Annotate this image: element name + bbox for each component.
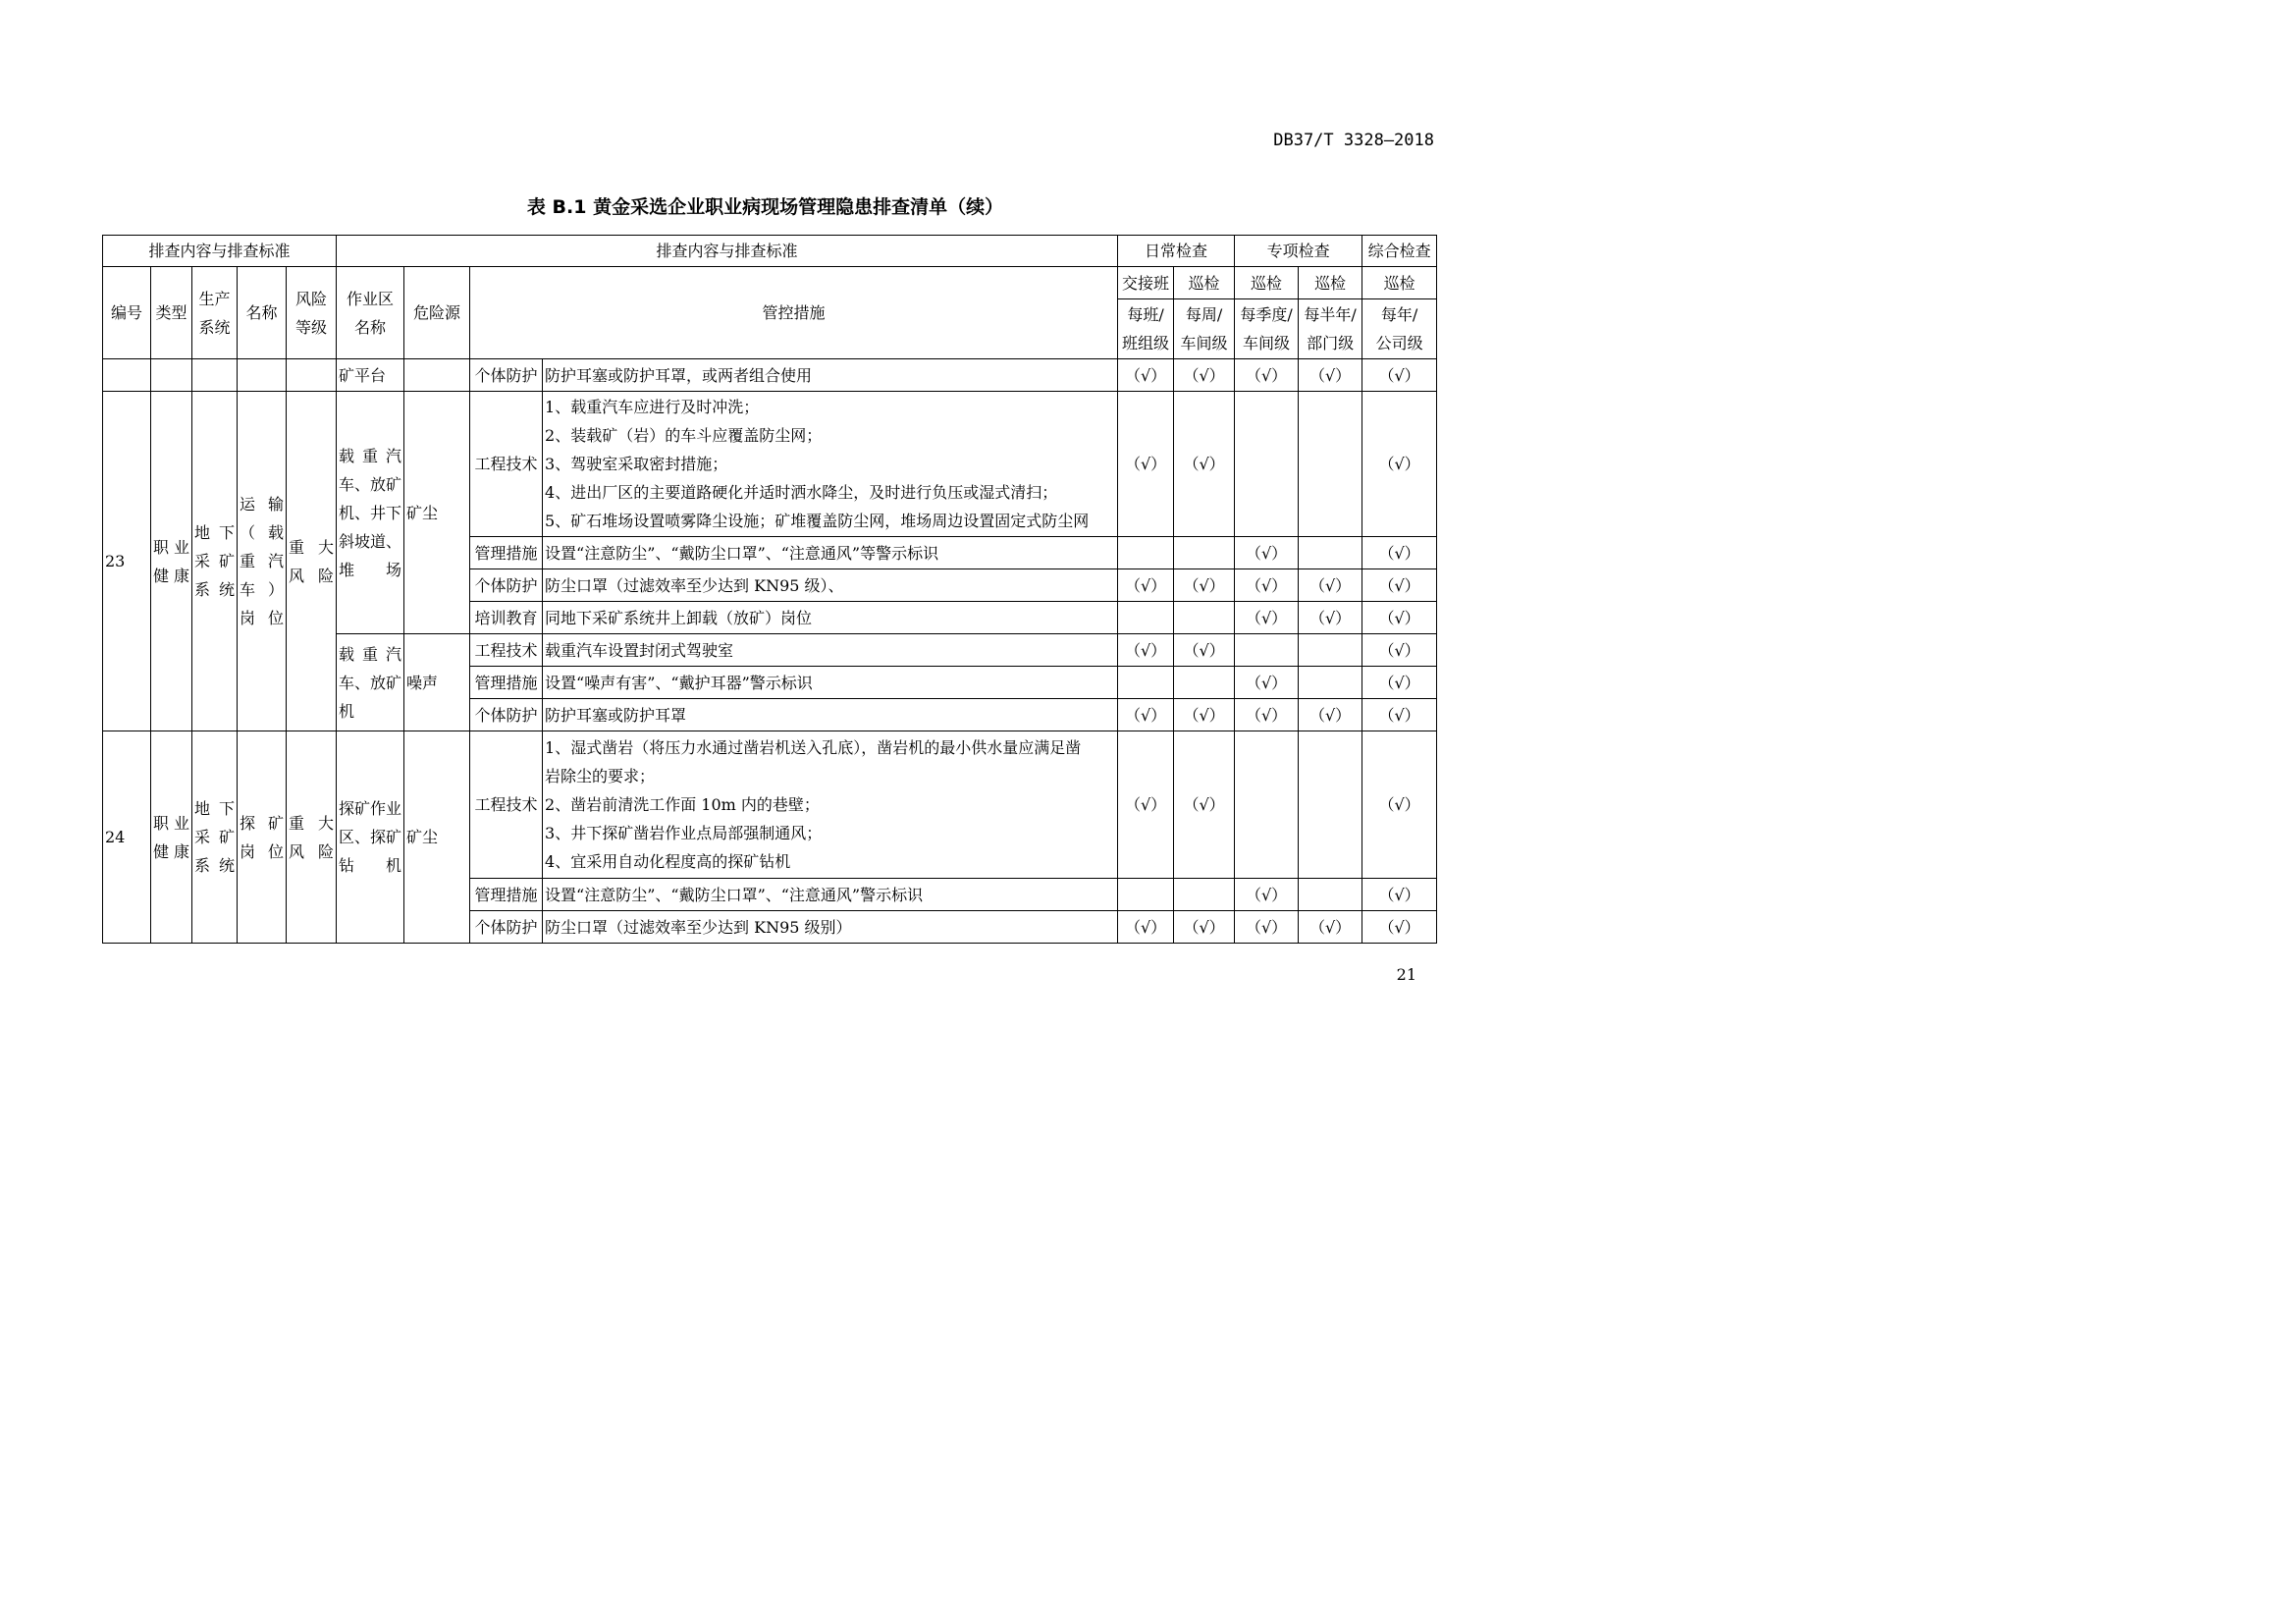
measure-text: 设置“注意防尘”、“戴防尘口罩”、“注意通风”警示标识	[543, 879, 1118, 911]
check-mark: （√）	[1174, 731, 1235, 879]
measure-text: 防护耳塞或防护耳罩，或两者组合使用	[543, 359, 1118, 392]
check-mark: （√）	[1235, 602, 1299, 634]
measure-category: 工程技术	[470, 731, 543, 879]
check-mark: （√）	[1299, 699, 1362, 731]
check-mark: （√）	[1118, 699, 1174, 731]
header-name: 名称	[238, 267, 287, 359]
measure-category: 培训教育	[470, 602, 543, 634]
header-sub-quarterly: 巡检	[1235, 267, 1299, 299]
header-sub-halfyear: 巡检	[1299, 267, 1362, 299]
freq-halfyear: 每半年/ 部门级	[1299, 299, 1362, 359]
check-mark: （√）	[1362, 911, 1437, 944]
item-number: 23	[103, 392, 151, 731]
item-name: 运输（载重汽车）岗位	[238, 392, 287, 731]
header-comprehensive-check: 综合检查	[1362, 236, 1437, 267]
check-mark: （√）	[1235, 537, 1299, 569]
header-sub-shift: 交接班	[1118, 267, 1174, 299]
check-mark: （√）	[1118, 731, 1174, 879]
check-mark: （√）	[1362, 602, 1437, 634]
item-type: 职业健康	[151, 392, 192, 731]
item-number: 24	[103, 731, 151, 944]
check-mark: （√）	[1299, 602, 1362, 634]
check-mark: （√）	[1362, 667, 1437, 699]
check-mark: （√）	[1362, 731, 1437, 879]
measure-category: 个体防护	[470, 699, 543, 731]
check-mark: （√）	[1174, 569, 1235, 602]
check-mark: （√）	[1174, 392, 1235, 537]
check-mark: （√）	[1362, 569, 1437, 602]
header-type: 类型	[151, 267, 192, 359]
measure-text: 防护耳塞或防护耳罩	[543, 699, 1118, 731]
check-mark: （√）	[1174, 911, 1235, 944]
hazard-source-cell: 矿尘	[404, 731, 470, 944]
measure-text: 载重汽车设置封闭式驾驶室	[543, 634, 1118, 667]
check-mark: （√）	[1118, 634, 1174, 667]
check-mark: （√）	[1118, 392, 1174, 537]
table-title: 表 B.1 黄金采选企业职业病现场管理隐患排查清单（续）	[526, 196, 1004, 218]
freq-weekly: 每周/ 车间级	[1174, 299, 1235, 359]
work-area-cell: 矿平台	[337, 359, 404, 392]
check-mark: （√）	[1174, 699, 1235, 731]
measure-text: 防尘口罩（过滤效率至少达到 KN95 级别）	[543, 911, 1118, 944]
header-work-area: 作业区 名称	[337, 267, 404, 359]
measure-category: 工程技术	[470, 634, 543, 667]
check-mark: （√）	[1118, 911, 1174, 944]
measure-category: 个体防护	[470, 359, 543, 392]
item-system: 地下采矿系统	[192, 392, 238, 731]
header-sub-yearly: 巡检	[1362, 267, 1437, 299]
check-mark: （√）	[1299, 569, 1362, 602]
check-mark: （√）	[1362, 699, 1437, 731]
measure-text: 设置“注意防尘”、“戴防尘口罩”、“注意通风”等警示标识	[543, 537, 1118, 569]
header-group-left: 排查内容与排查标准	[103, 236, 337, 267]
measure-category: 管理措施	[470, 667, 543, 699]
check-mark: （√）	[1118, 569, 1174, 602]
item-name: 探矿岗位	[238, 731, 287, 944]
header-sub-weekly: 巡检	[1174, 267, 1235, 299]
freq-quarterly: 每季度/ 车间级	[1235, 299, 1299, 359]
page-number: 21	[1396, 965, 1416, 984]
check-mark: （√）	[1118, 359, 1174, 392]
measure-category: 工程技术	[470, 392, 543, 537]
table-row	[103, 359, 1437, 392]
check-mark: （√）	[1174, 634, 1235, 667]
check-mark: （√）	[1174, 359, 1235, 392]
measure-text: 同地下采矿系统井上卸载（放矿）岗位	[543, 602, 1118, 634]
item-risk-level: 重大风险	[287, 392, 337, 731]
check-mark: （√）	[1362, 634, 1437, 667]
measure-text: 1、湿式凿岩（将压力水通过凿岩机送入孔底），凿岩机的最小供水量应满足凿 岩除尘的要求； 2、凿岩前清洗工作面 10m 内的巷壁； 3、井下探矿凿岩作业点局部强制通风； 4、宜采用自动化程度高的探矿钻机	[543, 731, 1118, 879]
check-mark: （√）	[1235, 359, 1299, 392]
check-mark: （√）	[1299, 359, 1362, 392]
work-area-cell: 载重汽车、放矿机、井下斜坡道、堆场	[337, 392, 404, 634]
hazard-source-cell: 矿尘	[404, 392, 470, 634]
hazard-source-cell: 噪声	[404, 634, 470, 731]
standard-number: DB37/T 3328—2018	[1273, 131, 1434, 150]
header-group-mid: 排查内容与排查标准	[337, 236, 1118, 267]
check-mark: （√）	[1362, 879, 1437, 911]
check-mark: （√）	[1235, 699, 1299, 731]
item-type: 职业健康	[151, 731, 192, 944]
header-daily-check: 日常检查	[1118, 236, 1235, 267]
work-area-cell: 探矿作业区、探矿钻机	[337, 731, 404, 944]
measure-category: 个体防护	[470, 569, 543, 602]
freq-yearly: 每年/ 公司级	[1362, 299, 1437, 359]
check-mark: （√）	[1362, 359, 1437, 392]
measure-text: 1、载重汽车应进行及时冲洗； 2、装载矿（岩）的车斗应覆盖防尘网； 3、驾驶室采取密封措施； 4、进出厂区的主要道路硬化并适时洒水降尘，及时进行负压或湿式清扫； 5、矿石堆场设置喷雾降尘设施；矿堆覆盖防尘网，堆场周边设置固定式防尘网	[543, 392, 1118, 537]
measure-category: 个体防护	[470, 911, 543, 944]
header-system: 生产 系统	[192, 267, 238, 359]
check-mark: （√）	[1235, 569, 1299, 602]
header-number: 编号	[103, 267, 151, 359]
header-special-check: 专项检查	[1235, 236, 1362, 267]
item-risk-level: 重大风险	[287, 731, 337, 944]
header-hazard-source: 危险源	[404, 267, 470, 359]
check-mark: （√）	[1235, 667, 1299, 699]
item-system: 地下采矿系统	[192, 731, 238, 944]
hazard-checklist-table	[102, 235, 1437, 944]
header-risk-level: 风险 等级	[287, 267, 337, 359]
measure-category: 管理措施	[470, 537, 543, 569]
check-mark: （√）	[1235, 879, 1299, 911]
check-mark: （√）	[1362, 537, 1437, 569]
check-mark: （√）	[1235, 911, 1299, 944]
table-row	[103, 392, 1437, 537]
measure-category: 管理措施	[470, 879, 543, 911]
work-area-cell: 载重汽车、放矿机	[337, 634, 404, 731]
table-row	[103, 731, 1437, 879]
measure-text: 设置“噪声有害”、“戴护耳器”警示标识	[543, 667, 1118, 699]
check-mark: （√）	[1362, 392, 1437, 537]
header-control-measures: 管控措施	[470, 267, 1118, 359]
freq-shift: 每班/ 班组级	[1118, 299, 1174, 359]
check-mark: （√）	[1299, 911, 1362, 944]
measure-text: 防尘口罩（过滤效率至少达到 KN95 级）、	[543, 569, 1118, 602]
